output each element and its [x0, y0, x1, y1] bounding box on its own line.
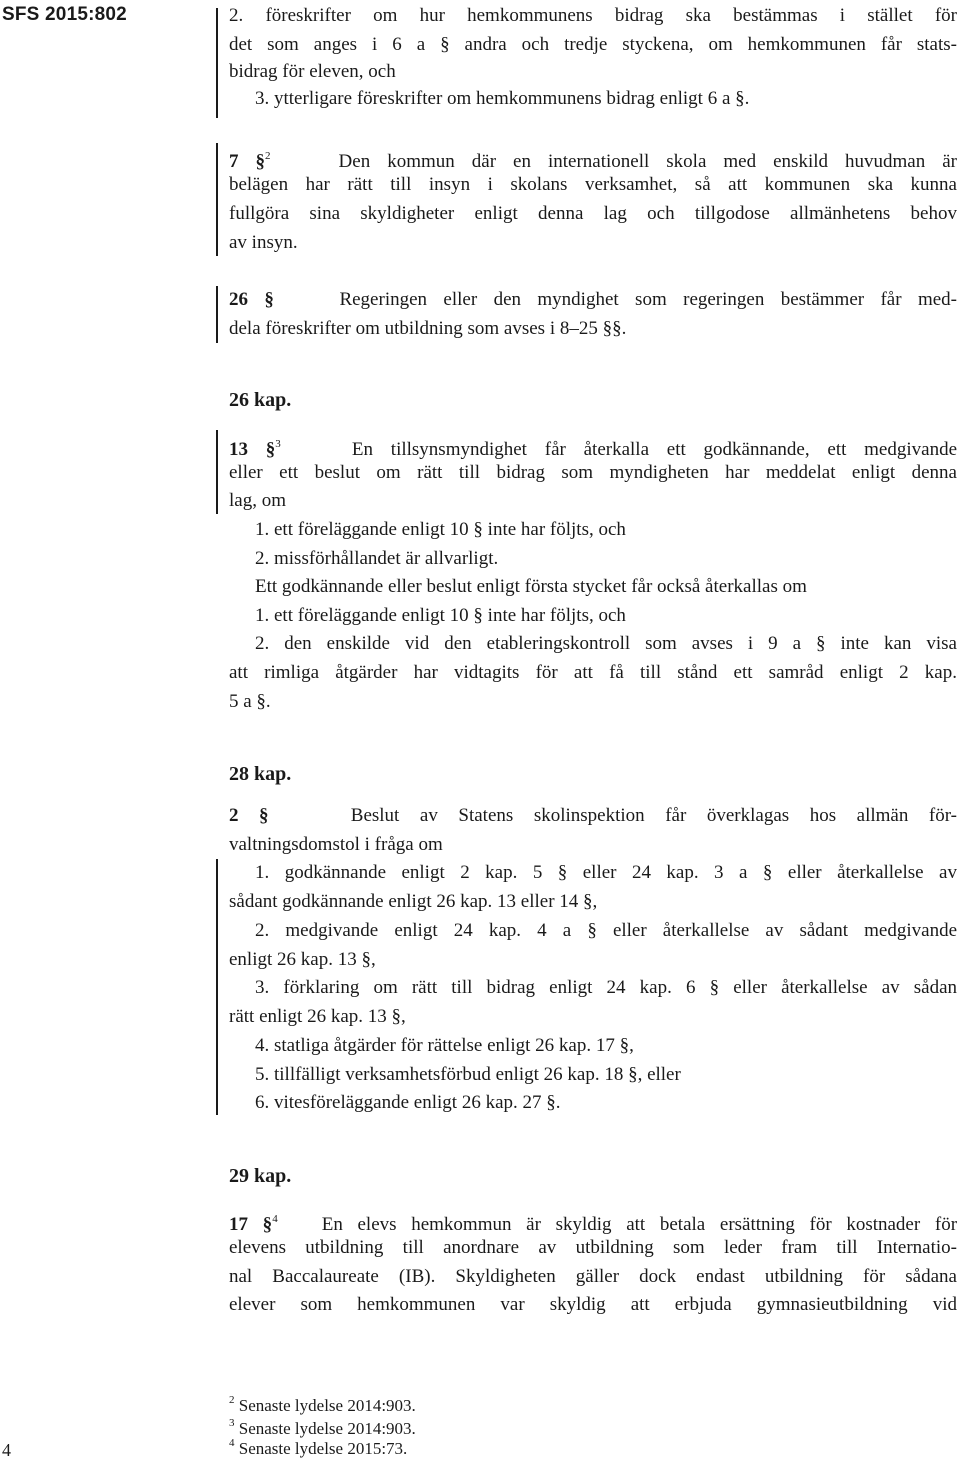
text-line: Regeringen eller den myndighet som regeringen bestämmer får med-: [339, 289, 957, 310]
page-number: 4: [2, 1440, 11, 1460]
footnote: [229, 1417, 416, 1439]
footnote: [229, 1394, 416, 1416]
list-item: 2. den enskilde vid den etableringskontroll som avses i 9 a § inte kan visa: [255, 633, 957, 654]
text-line: rätt enligt 26 kap. 13 §,: [229, 1006, 406, 1027]
list-item: 3. förklaring om rätt till bidrag enligt 24 kap. 6 § eller återkallelse av sådan: [255, 977, 957, 998]
footnote-text: Senaste lydelse 2014:903.: [238, 1419, 416, 1438]
text-line: enligt 26 kap. 13 §,: [229, 949, 376, 970]
footnote-ref: 2: [265, 150, 271, 162]
list-item: 6. vitesföreläggande enligt 26 kap. 27 §.: [255, 1092, 561, 1113]
text-line: Beslut av Statens skolinspektion får överklagas hos allmän för-: [350, 805, 958, 826]
text-line: valtningsdomstol i fråga om: [229, 834, 443, 855]
text-line: 5 a §.: [229, 691, 271, 712]
text-line: det som anges i 6 a § andra och tredje styckena, om hemkommunen får stats-: [229, 34, 957, 55]
chapter-heading: 28 kap.: [229, 763, 292, 785]
footnote-ref: 4: [272, 1213, 278, 1225]
list-item: 5. tillfälligt verksamhetsförbud enligt 26 kap. 18 §, eller: [255, 1064, 681, 1085]
revision-bar: [216, 859, 218, 1115]
section-7-line: [229, 145, 957, 173]
section-2-line: [229, 805, 957, 827]
list-item: 2. medgivande enligt 24 kap. 4 a § eller återkallelse av sådant medgivande: [255, 920, 957, 941]
text-line: Den kommun där en internationell skola med enskild huvudman är: [338, 151, 957, 172]
text-line: 3. ytterligare föreskrifter om hemkommunens bidrag enligt 6 a §.: [255, 88, 750, 109]
text-line: sådant godkännande enligt 26 kap. 13 eller 14 §,: [229, 891, 598, 912]
chapter-heading: 26 kap.: [229, 389, 292, 411]
list-item: 4. statliga åtgärder för rättelse enligt 26 kap. 17 §,: [255, 1035, 634, 1056]
section-number: 17 §: [229, 1214, 273, 1235]
footnote-text: Senaste lydelse 2014:903.: [238, 1396, 416, 1415]
text-line: elevens utbildning till anordnare av utbildning som leder fram till Internatio-: [229, 1237, 957, 1258]
section-number: 7 §: [229, 151, 266, 172]
text-line: fullgöra sina skyldigheter enligt denna lag och tillgodose allmänhetens behov: [229, 203, 957, 224]
section-number: 13 §: [229, 439, 276, 460]
text-line: eller ett beslut om rätt till bidrag som myndigheten har meddelat enligt denna: [229, 462, 957, 483]
revision-bar: [216, 286, 218, 343]
revision-bar: [216, 8, 218, 118]
text-line: En elevs hemkommun är skyldig att betala ersättning för kostnader för: [321, 1214, 958, 1235]
text-line: dela föreskrifter om utbildning som avses i 8–25 §§.: [229, 318, 627, 339]
footnote-number: 4: [229, 1437, 235, 1449]
section-number: 26 §: [229, 289, 274, 310]
list-item: 1. godkännande enligt 2 kap. 5 § eller 24 kap. 3 a § eller återkallelse av: [255, 862, 957, 883]
chapter-heading: 29 kap.: [229, 1165, 292, 1187]
footnote-text: Senaste lydelse 2015:73.: [238, 1439, 408, 1458]
text-line: av insyn.: [229, 232, 298, 253]
footnote-ref: 3: [275, 438, 281, 450]
footnote: [229, 1437, 407, 1459]
list-item: 1. ett föreläggande enligt 10 § inte har följts, och: [255, 605, 626, 626]
text-line: nal Baccalaureate (IB). Skyldigheten gäller dock endast utbildning för sådana: [229, 1266, 957, 1287]
sfs-number: SFS 2015:802: [2, 4, 127, 25]
text-line: En tillsynsmyndighet får återkalla ett godkännande, ett medgivande: [351, 439, 958, 460]
section-17-line: [229, 1208, 957, 1236]
section-13-line: [229, 433, 957, 461]
list-item: 2. missförhållandet är allvarligt.: [255, 548, 499, 569]
list-item: 1. ett föreläggande enligt 10 § inte har följts, och: [255, 519, 626, 540]
section-26-line: [229, 289, 957, 311]
revision-bar: [216, 143, 218, 256]
footnote-number: 2: [229, 1394, 235, 1406]
text-line: bidrag för eleven, och: [229, 61, 396, 82]
text-line: att rimliga åtgärder har vidtagits för att få till stånd ett samråd enligt 2 kap.: [229, 662, 957, 683]
revision-bar: [216, 430, 218, 514]
footnote-number: 3: [229, 1417, 235, 1429]
text-line: Ett godkännande eller beslut enligt första stycket får också återkallas om: [255, 576, 807, 597]
section-number: 2 §: [229, 805, 269, 826]
text-line: 2. föreskrifter om hur hemkommunens bidrag ska bestämmas i stället för: [229, 5, 957, 26]
text-line: lag, om: [229, 490, 286, 511]
text-line: belägen har rätt till insyn i skolans verksamhet, så att kommunen ska kunna: [229, 174, 957, 195]
text-line: elever som hemkommunen var skyldig att erbjuda gymnasieutbildning vid: [229, 1294, 957, 1315]
